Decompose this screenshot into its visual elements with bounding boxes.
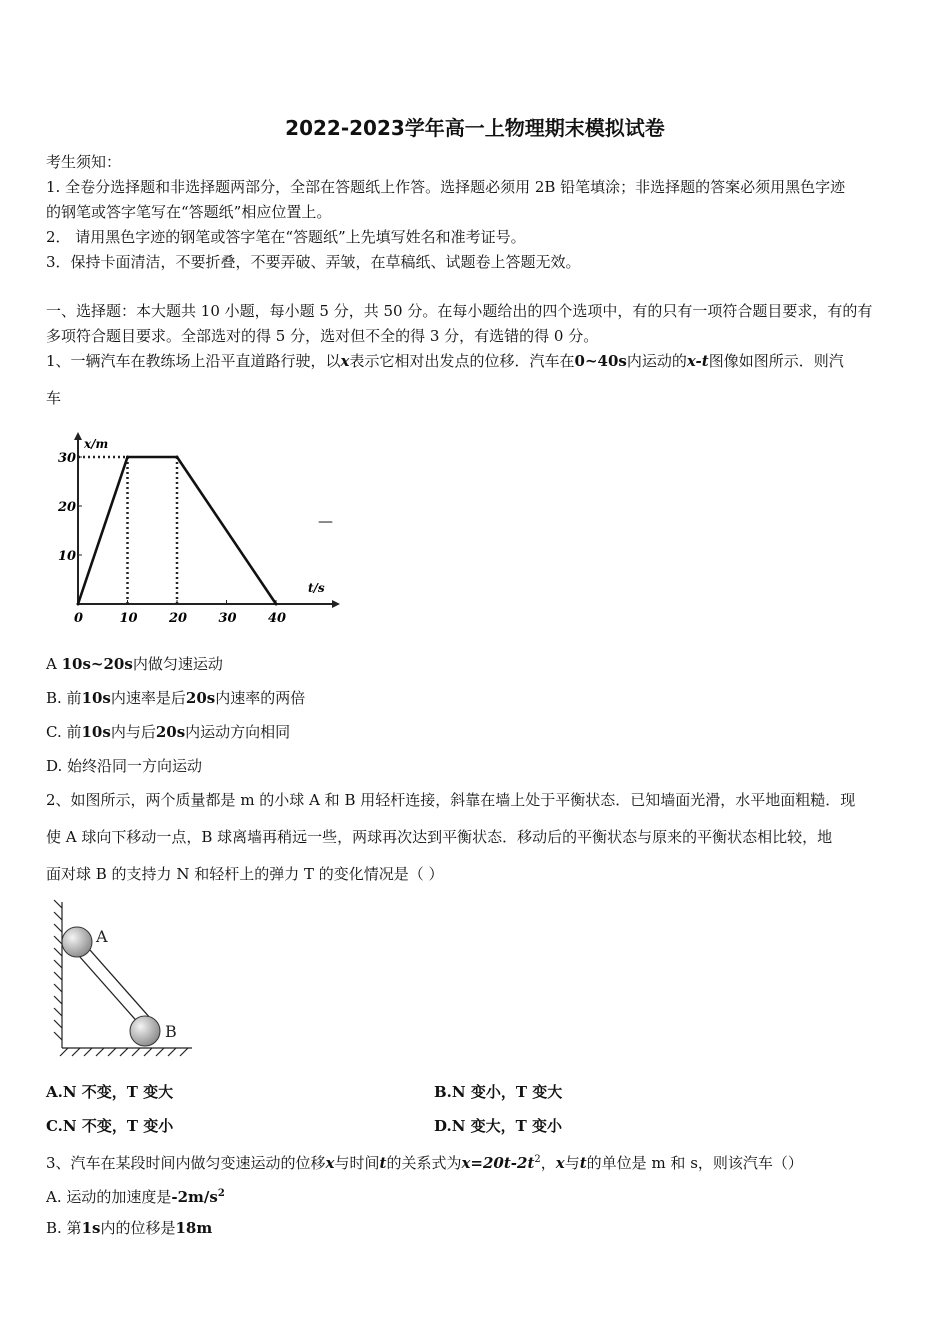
- q3-option-b-pre: B. 第: [46, 1219, 82, 1237]
- xt-axes: [57, 432, 340, 626]
- q2-option-a: A.N 不变，T 变大: [46, 1083, 174, 1101]
- wall-rod-figure: [44, 898, 204, 1060]
- section-intro-line-2: 多项符合题目要求。全部选对的得 5 分，选对但不全的得 3 分，有选错的得 0 分。: [46, 327, 599, 345]
- y-axis-arrow: [74, 432, 82, 440]
- page-title: 2022-2023学年高一上物理期末模拟试卷: [285, 116, 665, 140]
- q2-line-1: 2、如图所示，两个质量都是 m 的小球 A 和 B 用轻杆连接，斜靠在墙上处于平衡状态．已知墙面光滑，水平地面粗糙．现: [46, 791, 856, 809]
- q1-option-b-post: 内速率的两倍: [215, 689, 306, 707]
- q1-option-b-pre: B. 前: [46, 689, 82, 707]
- xt-segment: [78, 457, 128, 604]
- xt-point: [77, 603, 80, 606]
- q1-stem-b: 表示它相对出发点的位移．汽车在: [349, 352, 575, 370]
- x-tick-label: 10: [119, 611, 138, 626]
- y-tick-label: 10: [58, 549, 77, 564]
- q3-option-b-b1: 1s: [81, 1219, 101, 1237]
- q2-option-b: B.N 变小，T 变大: [434, 1083, 563, 1101]
- ball-b: [130, 1016, 160, 1046]
- graph-dash: —: [318, 512, 333, 530]
- q1-stem-f: 图像如图所示．则汽: [708, 352, 844, 370]
- q1-stem-d: 内运动的: [626, 352, 687, 370]
- q3-var-t1: t: [379, 1154, 387, 1172]
- q1-option-b: [46, 688, 305, 708]
- q3-option-a-pre: A. 运动的加速度是: [46, 1188, 172, 1206]
- x-axis-label: t/s: [308, 581, 325, 595]
- q3-stem-mid2: 的关系式为: [386, 1154, 462, 1172]
- q3-formula-sup: 2: [534, 1154, 541, 1165]
- q1-option-a-bold: 10s~20s: [61, 655, 133, 673]
- q3-formula: x=20t-2t: [461, 1154, 535, 1172]
- notice-heading: 考生须知：: [46, 153, 122, 171]
- notice-item-3: 3．保持卡面清洁，不要折叠，不要弄破、弄皱，在草稿纸、试题卷上答题无效。: [46, 253, 581, 271]
- notice-item-1-cont: 的钢笔或答字笔写在“答题纸”相应位置上。: [46, 203, 332, 221]
- q3-option-b: [46, 1218, 212, 1238]
- xt-point: [176, 456, 179, 459]
- q2-option-c: C.N 不变，T 变小: [46, 1117, 174, 1135]
- q1-option-a-post: 内做匀速运动: [132, 655, 223, 673]
- q3-stem: [46, 1150, 803, 1173]
- q3-stem-mid3: ，: [540, 1154, 556, 1172]
- x-tick-label: 0: [74, 611, 84, 626]
- x-tick-label: 30: [218, 611, 237, 626]
- q1-option-b-mid: 内速率是后: [110, 689, 186, 707]
- q1-option-d: D. 始终沿同一方向运动: [46, 757, 203, 775]
- q3-stem-mid4: 与: [564, 1154, 580, 1172]
- q1-option-b-bold2: 20s: [185, 689, 216, 707]
- section-intro-line-1: 一、选择题：本大题共 10 小题，每小题 5 分，共 50 分。在每小题给出的四个选项中，有的只有一项符合题目要求，有的有: [46, 302, 873, 320]
- q1-option-c-mid: 内与后: [110, 723, 156, 741]
- q2-line-3: 面对球 B 的支持力 N 和轻杆上的弹力 T 的变化情况是（ ）: [46, 865, 444, 883]
- q3-var-x2: x: [555, 1154, 565, 1172]
- q3-stem-post: 的单位是 m 和 s，则该汽车（）: [586, 1154, 803, 1172]
- xt-marks: [77, 456, 278, 606]
- q3-stem-mid1: 与时间: [334, 1154, 380, 1172]
- notice-item-1: 1. 全卷分选择题和非选择题两部分，全部在答题纸上作答。选择题必须用 2B 铅笔填涂；非选择题的答案必须用黑色字迹: [46, 178, 846, 196]
- x-axis-arrow: [332, 600, 340, 608]
- x-tick-label: 20: [169, 611, 188, 626]
- x-tick-label: 40: [268, 611, 287, 626]
- q1-option-c: [46, 722, 290, 742]
- y-tick-label: 30: [58, 451, 77, 466]
- q1-interval: 0~40s: [574, 352, 627, 370]
- q3-option-a-val: -2m/s: [171, 1188, 218, 1206]
- q3-var-x1: x: [325, 1154, 335, 1172]
- q1-var-x: x: [340, 352, 350, 370]
- q1-option-a-pre: A: [46, 655, 62, 673]
- q3-stem-pre: 3、汽车在某段时间内做匀变速运动的位移: [46, 1154, 326, 1172]
- q1-option-c-bold2: 20s: [155, 723, 186, 741]
- notice-item-2: 2． 请用黑色字迹的钢笔或答字笔在“答题纸”上先填写姓名和准考证号。: [46, 228, 526, 246]
- q1-stem: [46, 351, 844, 371]
- y-tick-label: 20: [58, 500, 77, 515]
- q3-option-a: [46, 1184, 225, 1207]
- q1-option-a: [46, 654, 223, 674]
- ball-b-label: B: [165, 1022, 177, 1041]
- q1-option-b-bold1: 10s: [81, 689, 111, 707]
- q3-option-a-sup: 2: [217, 1188, 225, 1199]
- q1-option-c-post: 内运动方向相同: [185, 723, 291, 741]
- y-axis-label: x/m: [84, 437, 109, 451]
- q2-option-d: D.N 变大，T 变小: [434, 1117, 563, 1135]
- q1-option-c-pre: C. 前: [46, 723, 82, 741]
- xt-segment: [177, 457, 276, 604]
- q1-stem-line-2: 车: [46, 389, 62, 407]
- q2-line-2: 使 A 球向下移动一点，B 球离墙再稍远一些，两球再次达到平衡状态．移动后的平衡状态与原来的平衡状态相比较，地: [46, 828, 833, 846]
- q3-var-t2: t: [579, 1154, 587, 1172]
- ball-a-label: A: [96, 927, 108, 946]
- q3-option-b-mid: 内的位移是: [100, 1219, 176, 1237]
- xt-point: [126, 456, 129, 459]
- q3-option-b-b2: 18m: [175, 1219, 213, 1237]
- xt-point: [275, 603, 278, 606]
- q1-stem-a: 1、一辆汽车在教练场上沿平直道路行驶，以: [46, 352, 341, 370]
- xt-graph: [46, 428, 346, 638]
- q1-option-c-bold1: 10s: [81, 723, 111, 741]
- ball-a: [62, 927, 92, 957]
- q1-xt: x-t: [686, 352, 709, 370]
